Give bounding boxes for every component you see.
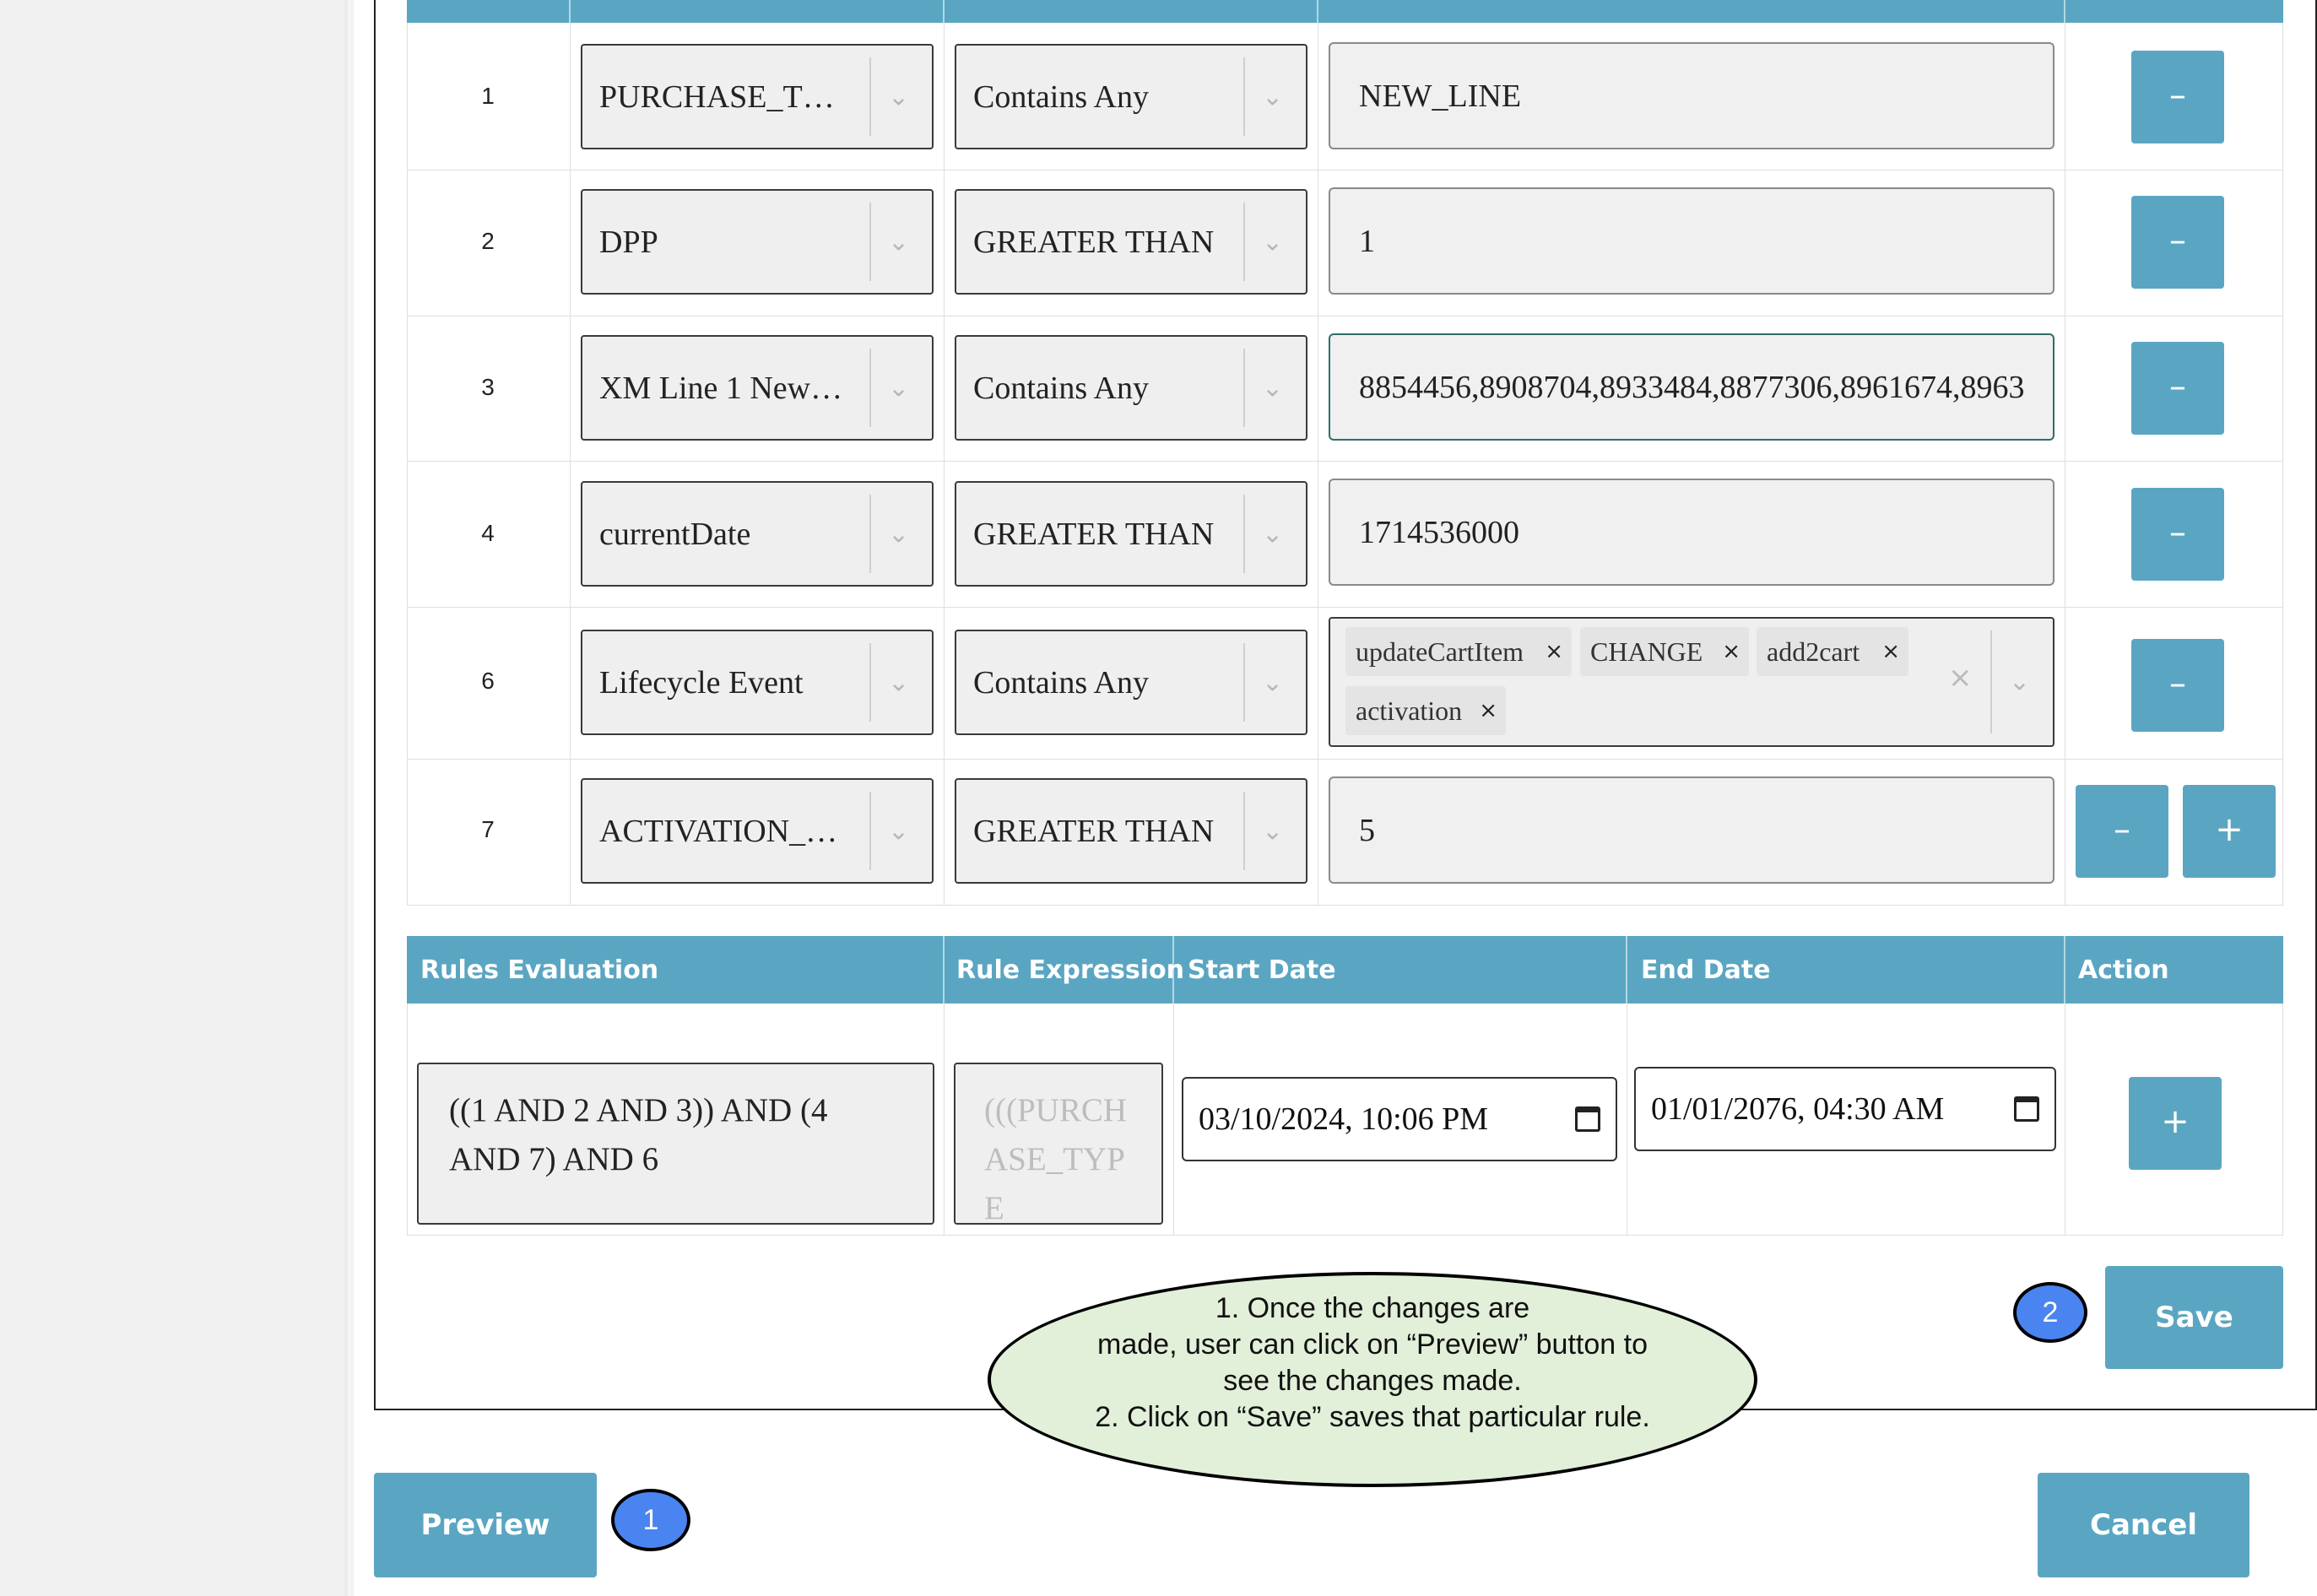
field-select[interactable] <box>581 44 934 149</box>
header-divider <box>569 0 571 23</box>
row-number: 2 <box>481 228 495 254</box>
operator-select[interactable] <box>955 189 1307 295</box>
select-separator <box>1243 495 1245 573</box>
conditions-header-bar <box>407 0 2283 23</box>
operator-select-value: Contains Any <box>973 370 1149 406</box>
header-divider <box>1317 0 1318 23</box>
operator-select[interactable] <box>955 335 1307 441</box>
header-rules-evaluation: Rules Evaluation <box>420 955 659 985</box>
field-select-value: PURCHASE_T… <box>599 78 835 115</box>
field-select-value: currentDate <box>599 516 751 552</box>
field-select[interactable] <box>581 189 934 295</box>
chevron-down-icon[interactable]: ⌄ <box>888 227 910 257</box>
operator-select[interactable] <box>955 630 1307 735</box>
operator-select[interactable] <box>955 481 1307 587</box>
chevron-down-icon[interactable]: ⌄ <box>1262 82 1284 111</box>
select-separator <box>1243 349 1245 427</box>
row-number: 6 <box>481 668 495 694</box>
save-button[interactable]: Save <box>2105 1266 2283 1369</box>
tag-chip-label: CHANGE <box>1590 636 1703 667</box>
field-select[interactable] <box>581 778 934 884</box>
operator-select[interactable] <box>955 44 1307 149</box>
start-date-input[interactable] <box>1182 1077 1617 1161</box>
end-date-input[interactable] <box>1634 1067 2056 1151</box>
instruction-callout <box>988 1272 1757 1487</box>
operator-select-value: Contains Any <box>973 664 1149 701</box>
tag-chip <box>1580 627 1749 676</box>
header-action: Action <box>2078 955 2169 985</box>
chevron-down-icon[interactable]: ⌄ <box>888 519 910 549</box>
callout-line: 1. Once the changes are <box>1215 1292 1530 1324</box>
select-separator <box>869 57 871 136</box>
chevron-down-icon[interactable]: ⌄ <box>1262 373 1284 403</box>
rules-evaluation-input[interactable] <box>417 1063 934 1225</box>
tag-chip-label: activation <box>1356 695 1463 726</box>
sidebar-shadow <box>342 0 354 1596</box>
header-divider <box>1626 936 1627 1004</box>
calendar-icon[interactable] <box>2014 1096 2039 1122</box>
header-divider <box>943 936 945 1004</box>
rule-expression-line: (((PURCH <box>984 1092 1128 1128</box>
value-input-text: 5 <box>1359 812 1375 848</box>
add-rule-button[interactable]: + <box>2129 1077 2222 1170</box>
row-number: 1 <box>481 83 495 109</box>
rule-expression-line: ASE_TYP <box>984 1141 1125 1177</box>
header-end-date: End Date <box>1641 955 1771 985</box>
remove-condition-button[interactable]: – <box>2076 785 2168 878</box>
rule-expression-input[interactable] <box>954 1063 1163 1225</box>
chevron-down-icon[interactable]: ⌄ <box>888 82 910 111</box>
tag-chip-label: add2cart <box>1767 636 1860 667</box>
step-badge-preview: 1 <box>611 1489 690 1551</box>
cancel-button[interactable]: Cancel <box>2038 1473 2249 1577</box>
select-separator <box>1243 57 1245 136</box>
select-separator <box>1990 630 1992 733</box>
header-divider <box>943 0 945 23</box>
remove-condition-button[interactable]: – <box>2131 51 2224 143</box>
tag-chip <box>1345 686 1506 735</box>
select-separator <box>1243 643 1245 722</box>
select-separator <box>869 643 871 722</box>
multi-select-value[interactable] <box>1329 617 2054 747</box>
value-input-text: NEW_LINE <box>1359 78 1522 114</box>
operator-select-value: GREATER THAN <box>973 516 1215 552</box>
chevron-down-icon[interactable]: ⌄ <box>888 668 910 697</box>
rules-evaluation-line: ((1 AND 2 AND 3)) AND (4 <box>449 1092 828 1128</box>
field-select[interactable] <box>581 335 934 441</box>
callout-line: 2. Click on “Save” saves that particular rule. <box>1095 1401 1650 1433</box>
value-input[interactable] <box>1329 42 2054 149</box>
chevron-down-icon[interactable]: ⌄ <box>1262 816 1284 846</box>
left-sidebar-background <box>0 0 348 1596</box>
operator-select-value: GREATER THAN <box>973 224 1215 260</box>
value-input-text: 1714536000 <box>1359 514 1519 550</box>
select-separator <box>869 495 871 573</box>
header-divider <box>2064 936 2065 1004</box>
header-start-date: Start Date <box>1188 955 1336 985</box>
select-separator <box>1243 792 1245 870</box>
row-number: 4 <box>481 520 495 546</box>
select-separator <box>1243 203 1245 281</box>
field-select-value: Lifecycle Event <box>599 664 804 701</box>
step-badge-save: 2 <box>2013 1282 2087 1343</box>
clear-all-icon[interactable]: × <box>1948 661 1973 695</box>
callout-line: see the changes made. <box>1223 1365 1522 1397</box>
chevron-down-icon[interactable]: ⌄ <box>1262 227 1284 257</box>
tag-chip <box>1345 627 1572 676</box>
value-input[interactable] <box>1329 333 2054 441</box>
chip-remove-icon[interactable]: × <box>1722 639 1740 664</box>
remove-condition-button[interactable]: – <box>2131 488 2224 581</box>
operator-select-value: Contains Any <box>973 78 1149 115</box>
calendar-icon[interactable] <box>1575 1106 1600 1132</box>
callout-line: made, user can click on “Preview” button to <box>1097 1328 1648 1361</box>
field-select-value: XM Line 1 New… <box>599 370 843 406</box>
preview-button[interactable]: Preview <box>374 1473 597 1577</box>
rules-evaluation-line: AND 7) AND 6 <box>449 1141 659 1177</box>
field-select-value: DPP <box>599 224 658 260</box>
chip-remove-icon[interactable]: × <box>1881 639 1900 664</box>
value-input[interactable] <box>1329 776 2054 884</box>
value-input[interactable] <box>1329 479 2054 586</box>
header-rule-expression: Rule Expression <box>956 955 1184 985</box>
chip-remove-icon[interactable]: × <box>1545 639 1563 664</box>
chevron-down-icon[interactable]: ⌄ <box>888 816 910 846</box>
select-separator <box>869 349 871 427</box>
value-input-text: 1 <box>1359 223 1375 259</box>
rules-table-header <box>407 936 2283 1004</box>
chevron-down-icon[interactable]: ⌄ <box>1262 519 1284 549</box>
field-select-value: ACTIVATION_… <box>599 813 838 849</box>
value-input-text: 8854456,8908704,8933484,8877306,8961674,8963 <box>1359 369 2025 405</box>
chevron-down-icon[interactable]: ⌄ <box>2009 667 2031 697</box>
select-separator <box>869 203 871 281</box>
operator-select[interactable] <box>955 778 1307 884</box>
select-separator <box>869 792 871 870</box>
chevron-down-icon[interactable]: ⌄ <box>888 373 910 403</box>
row-number: 7 <box>481 816 495 842</box>
chevron-down-icon[interactable]: ⌄ <box>1262 668 1284 697</box>
operator-select-value: GREATER THAN <box>973 813 1215 849</box>
field-select[interactable] <box>581 481 934 587</box>
rule-expression-line: E <box>984 1190 1004 1225</box>
tag-chip <box>1757 627 1908 676</box>
header-divider <box>2064 0 2065 23</box>
value-input[interactable] <box>1329 187 2054 295</box>
row-number: 3 <box>481 374 495 400</box>
add-condition-button[interactable]: + <box>2183 785 2276 878</box>
start-date-value: 03/10/2024, 10:06 PM <box>1199 1101 1489 1137</box>
field-select[interactable] <box>581 630 934 735</box>
chip-remove-icon[interactable]: × <box>1479 698 1497 723</box>
remove-condition-button[interactable]: – <box>2131 196 2224 289</box>
remove-condition-button[interactable]: – <box>2131 639 2224 732</box>
remove-condition-button[interactable]: – <box>2131 342 2224 435</box>
end-date-value: 01/01/2076, 04:30 AM <box>1651 1091 1945 1127</box>
tag-chip-label: updateCartItem <box>1356 636 1524 667</box>
